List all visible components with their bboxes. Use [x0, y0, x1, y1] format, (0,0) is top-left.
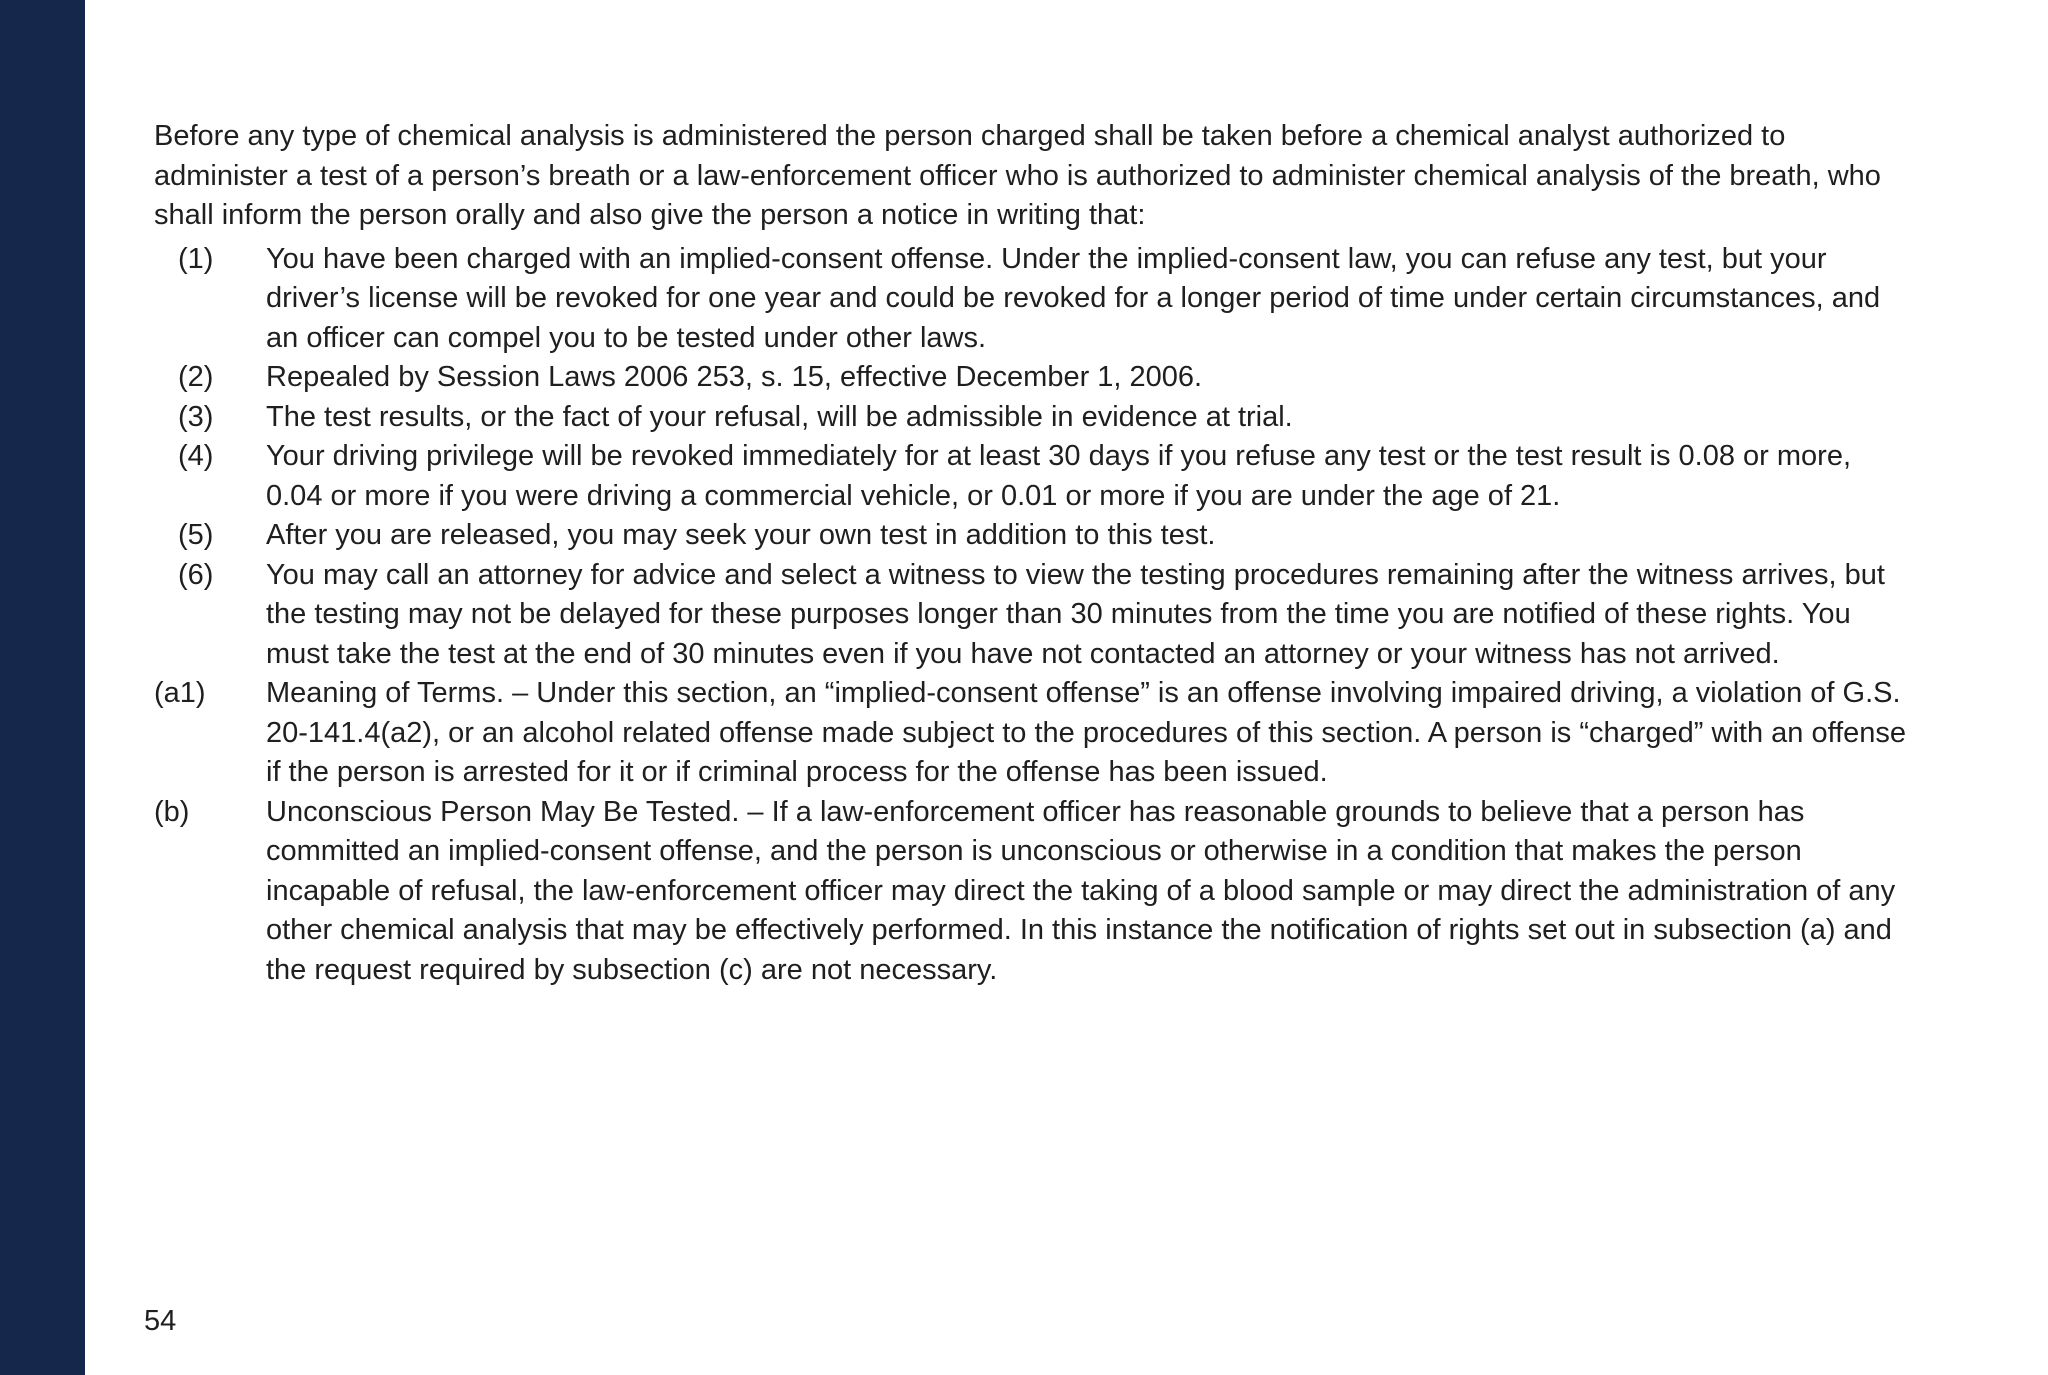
list-item-number: (2): [178, 361, 214, 393]
subsection-text: Unconscious Person May Be Tested. – If a law-enforcement officer has reasonable grounds to believe that a person has committed an implied-consent offense, and the person is unconscious or otherwise in a condition that makes the person incapable of refusal, the law-enforcement officer may direct the taking of a blood sample or may direct the administration of any other chemical analysis that may be effectively performed. In this instance the notification of rights set out in subsection (a) and the request required by subsection (c) are not necessary.: [266, 795, 1896, 986]
list-item-text: The test results, or the fact of your refusal, will be admissible in evidence at trial.: [266, 400, 1293, 433]
list-item-number: (3): [178, 400, 214, 433]
list-item-text: Your driving privilege will be revoked immediately for at least 30 days if you refuse any test or the test result is 0.08 or more, 0.04 or more if you were driving a commercial vehicle, or 0.01 or more if you are under the age of 21.: [266, 440, 1852, 512]
list-item-5: [154, 516, 1914, 556]
subsection-text: Meaning of Terms. – Under this section, an “implied-consent offense” is an offense involving impaired driving, a violation of G.S. 20-141.4(a2), or an alcohol related offense made subject to the procedures of this section. A person is “charged” with an offense if the person is arrested for it or if criminal process for the offense has been issued.: [266, 677, 1907, 788]
list-item-number: (4): [178, 440, 214, 472]
list-item-number: (6): [178, 558, 214, 591]
subsection-label: (a1): [154, 677, 206, 709]
list-item-4: [154, 437, 1914, 516]
list-item-3: [154, 398, 1914, 438]
subsection-a1: [154, 674, 1914, 793]
list-item-text: You may call an attorney for advice and select a witness to view the testing procedures remaining after the witness arrives, but the testing may not be delayed for these purposes longer than 30 minutes from the time you are notified of these rights. You must take the test at the end of 30 minutes even if you have not contacted an attorney or your witness has not arrived.: [266, 558, 1885, 670]
list-item-6: [154, 556, 1914, 675]
document-body: [154, 117, 1914, 990]
list-item-1: [154, 240, 1914, 359]
list-item-text: You have been charged with an implied-consent offense. Under the implied-consent law, you can refuse any test, but your driver’s license will be revoked for one year and could be revoked for a longer period of time under certain circumstances, and an officer can compel you to be tested under other laws.: [266, 242, 1881, 354]
list-item-text: After you are released, you may seek your own test in addition to this test.: [266, 519, 1216, 551]
subsection-b: [154, 793, 1914, 991]
intro-paragraph: Before any type of chemical analysis is administered the person charged shall be taken before a chemical analyst authorized to administer a test of a person’s breath or a law-enforcement officer who is authorized to administer chemical analysis of the breath, who shall inform the person orally and also give the person a notice in writing that:: [154, 120, 1881, 231]
list-item-number: (1): [178, 242, 214, 275]
list-item-number: (5): [178, 519, 214, 551]
side-color-band: [0, 0, 85, 1375]
page-number: 54: [144, 1305, 177, 1337]
list-item-text: Repealed by Session Laws 2006 253, s. 15, effective December 1, 2006.: [266, 361, 1203, 393]
list-item-2: [154, 358, 1914, 398]
subsection-label: (b): [154, 795, 190, 828]
